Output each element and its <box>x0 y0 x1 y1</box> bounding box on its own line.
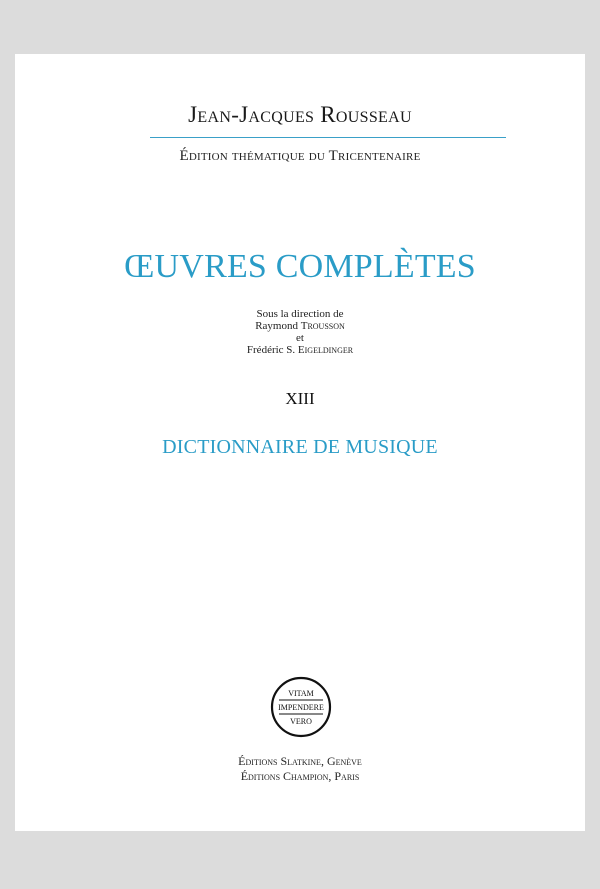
seal-line-1: VITAM <box>288 689 314 698</box>
main-title: ŒUVRES COMPLÈTES <box>124 248 476 285</box>
editor-2-last: Eigeldinger <box>297 344 354 356</box>
author-name: Jean-Jacques Rousseau <box>188 102 412 127</box>
editor-1 <box>15 320 585 332</box>
conjunction: et <box>296 332 304 344</box>
publisher-2: Éditions Champion, Paris <box>240 769 360 783</box>
editors-block <box>15 308 585 356</box>
editor-1-last: Trousson <box>300 320 345 332</box>
seal-line-3: VERO <box>290 717 312 726</box>
volume-subtitle: DICTIONNAIRE DE MUSIQUE <box>162 436 438 458</box>
editor-2 <box>15 344 585 356</box>
edition-label: Édition thématique du Tricentenaire <box>179 148 421 164</box>
publishers-block <box>15 754 585 784</box>
seal-emblem-icon <box>269 675 333 739</box>
publisher-1: Éditions Slatkine, Genève <box>238 754 362 768</box>
seal-line-2: IMPENDERE <box>278 703 324 712</box>
volume-number: XIII <box>285 389 315 408</box>
direction-line: Sous la direction de <box>256 308 344 320</box>
title-page <box>15 54 585 831</box>
editor-1-first: Raymond <box>255 320 298 332</box>
editor-2-first: Frédéric S. <box>246 344 296 356</box>
divider-rule <box>150 137 506 138</box>
